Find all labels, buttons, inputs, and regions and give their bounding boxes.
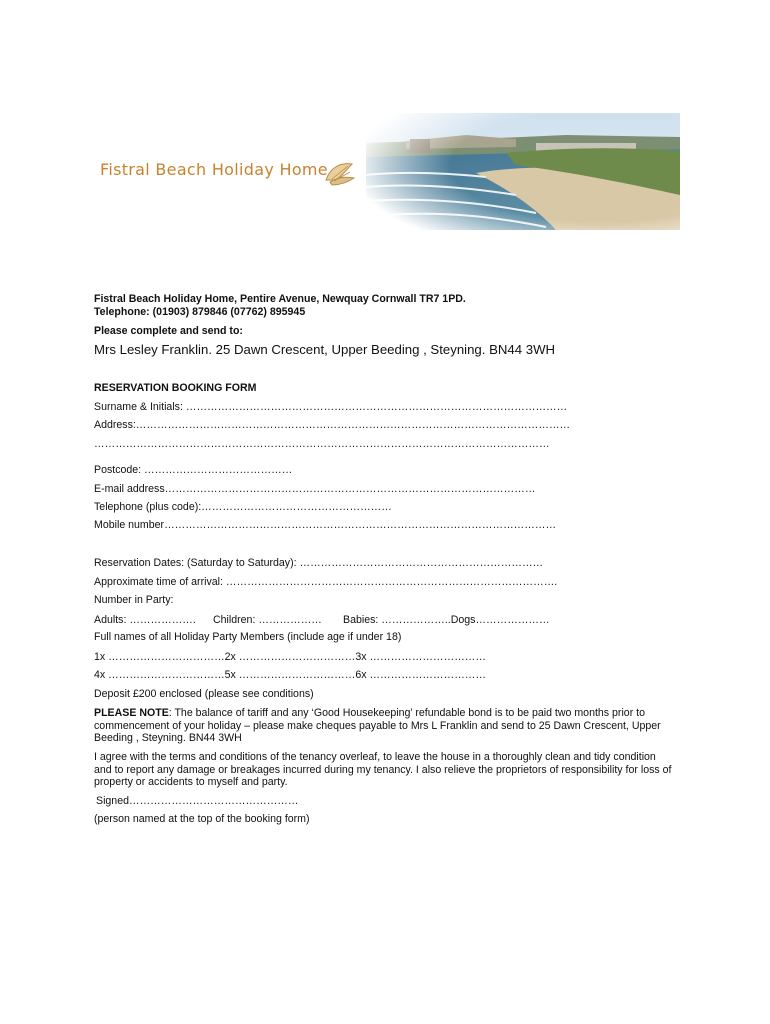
children-field[interactable]: Children: ………………: [213, 614, 322, 626]
address-field[interactable]: Address:……………………………………………………………………………………………………………: [94, 419, 571, 431]
names-row-1[interactable]: 1x ……………………………2x ……………………………3x ……………………………: [94, 651, 486, 663]
deposit-line: Deposit £200 enclosed (please see conditions): [94, 688, 314, 700]
beach-photo: [366, 113, 680, 230]
reservation-dates-field[interactable]: Reservation Dates: (Saturday to Saturday): ……………………………………………………………: [94, 557, 544, 569]
party-heading: Number in Party:: [94, 594, 174, 606]
please-note-paragraph: [94, 707, 674, 745]
shell-logo-icon: [322, 158, 358, 188]
postcode-field[interactable]: Postcode: ……………………………………: [94, 464, 293, 476]
surname-field[interactable]: Surname & Initials: ………………………………………………………………………………………………: [94, 401, 568, 413]
form-title: RESERVATION BOOKING FORM: [94, 382, 257, 394]
babies-dogs-field[interactable]: Babies: ………………..Dogs…………………: [343, 614, 550, 626]
adults-field[interactable]: Adults: ……………….: [94, 614, 196, 626]
address-continued-field[interactable]: …………………………………………………………………………………………………………………: [94, 438, 550, 450]
signed-field[interactable]: Signed…………………………………………: [96, 795, 299, 807]
contact-address: Fistral Beach Holiday Home, Pentire Avenue, Newquay Cornwall TR7 1PD.: [94, 293, 466, 305]
arrival-time-field[interactable]: Approximate time of arrival: ………………………………………………………………………………….: [94, 576, 558, 588]
please-note-text: : The balance of tariff and any ‘Good Housekeeping’ refundable bond is to be paid two months prior to commencement of your holiday – please make cheques payable to Mrs L Franklin and send to 25 Dawn Crescent, Upper Beeding , Steyning. BN44 3WH: [94, 707, 661, 744]
names-row-2[interactable]: 4x ……………………………5x ……………………………6x ……………………………: [94, 669, 486, 681]
send-to-address: Mrs Lesley Franklin. 25 Dawn Crescent, Upper Beeding , Steyning. BN44 3WH: [94, 342, 556, 357]
please-note-label: PLEASE NOTE: [94, 707, 169, 719]
logo-text: Fistral Beach Holiday Home: [100, 160, 328, 179]
telephone-field[interactable]: Telephone (plus code):………………………………………………: [94, 501, 392, 513]
mobile-field[interactable]: Mobile number…………………………………………………………………………………………………: [94, 519, 557, 531]
agreement-paragraph: I agree with the terms and conditions of the tenancy overleaf, to leave the house in a thoroughly clean and tidy condition and to report any damage or breakages incurred during my tenancy. I also relieve the proprietors of responsibility for loss of property or accidents to myself and party.: [94, 751, 672, 788]
send-instruction: Please complete and send to:: [94, 325, 243, 337]
email-field[interactable]: E-mail address……………………………………………………………………………………………: [94, 483, 536, 495]
signed-note: (person named at the top of the booking form): [94, 813, 310, 825]
full-names-heading: Full names of all Holiday Party Members (include age if under 18): [94, 631, 402, 643]
contact-telephone: Telephone: (01903) 879846 (07762) 895945: [94, 306, 306, 318]
